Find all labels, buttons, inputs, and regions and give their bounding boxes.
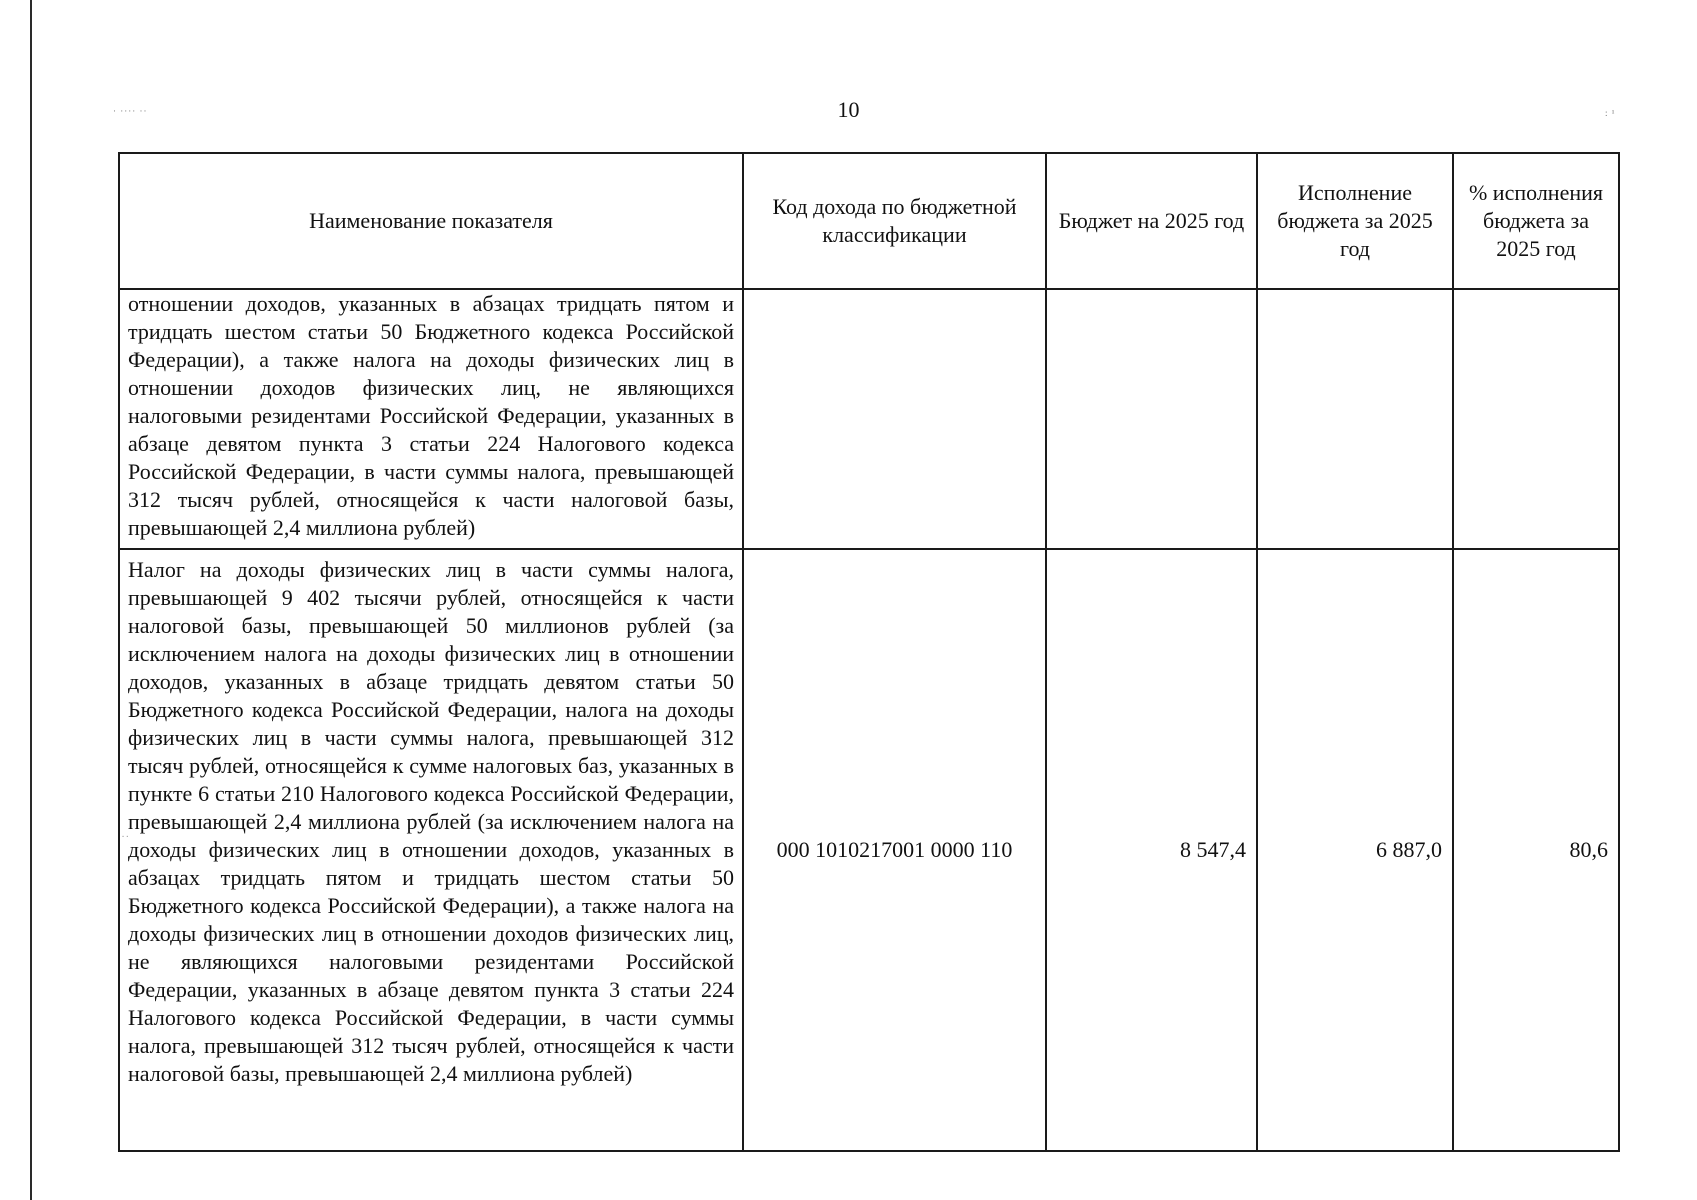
row-code-cell (743, 289, 1046, 549)
header-percent (1453, 153, 1619, 289)
page-number: 10 (837, 97, 860, 122)
scan-artifact-right: : ¹ (1605, 108, 1616, 118)
header-budget-label: Бюджет на 2025 год (1058, 208, 1245, 233)
budget-table (118, 152, 1620, 1152)
header-percent-label: % исполнения бюджета за 2025 год (1468, 180, 1604, 261)
table-row (119, 289, 1619, 549)
header-execution (1257, 153, 1453, 289)
header-code (743, 153, 1046, 289)
row-execution-cell (1257, 289, 1453, 549)
header-execution-label: Исполнение бюджета за 2025 год (1277, 180, 1433, 261)
table-row (119, 549, 1619, 1151)
row-budget-cell: 8 547,4 (1046, 549, 1257, 1151)
header-name (119, 153, 743, 289)
header-budget (1046, 153, 1257, 289)
scan-edge-line (30, 0, 32, 1200)
scan-artifact-mid: ··· (117, 832, 130, 843)
row-percent-cell: 80,6 (1453, 549, 1619, 1151)
row-budget-cell (1046, 289, 1257, 549)
row-name-cell (119, 289, 743, 549)
scan-artifact-left: · ···· ·· (113, 106, 148, 116)
row-name-cell (119, 549, 743, 1151)
header-name-label: Наименование показателя (309, 208, 553, 233)
header-code-label: Код дохода по бюджетной классификации (772, 194, 1017, 247)
table-header-row (119, 153, 1619, 289)
row-execution-cell: 6 887,0 (1257, 549, 1453, 1151)
row-percent-cell (1453, 289, 1619, 549)
row-name-text: Налог на доходы физических лиц в части суммы налога, превышающей 9 402 тысячи рублей, относящейся к части налоговой базы, превышающей 50 миллионов рублей (за исключением налога на доходы физических лиц в отношении доходов, указанных в абзаце тридцать девятом статьи 50 Бюджетного кодекса Российской Федерации, налога на доходы физических лиц в части суммы налога, превышающей 312 тысяч рублей, относящейся к сумме налоговых баз, указанных в пункте 6 статьи 210 Налогового кодекса Российской Федерации, превышающей 2,4 миллиона рублей (за исключением налога на доходы физических лиц в отношении доходов, указанных в абзацах тридцать пятом и тридцать шестом статьи 50 Бюджетного кодекса Российской Федерации), а также налога на доходы физических лиц в отношении доходов физических лиц, не являющихся налоговыми резидентами Российской Федерации, указанных в абзаце девятом пункта 3 статьи 224 Налогового кодекса Российской Федерации, в части суммы налога, превышающей 312 тысяч рублей, относящейся к части налоговой базы, превышающей 2,4 миллиона рублей) (128, 557, 734, 1086)
row-code-cell: 000 1010217001 0000 110 (743, 549, 1046, 1151)
row-name-text: отношении доходов, указанных в абзацах тридцать пятом и тридцать шестом статьи 50 Бюджетного кодекса Российской Федерации), а также налога на доходы физических лиц в отношении доходов физических лиц, не являющихся налоговыми резидентами Российской Федерации, указанных в абзаце девятом пункта 3 статьи 224 Налогового кодекса Российской Федерации, в части суммы налога, превышающей 312 тысяч рублей, относящейся к части налоговой базы, превышающей 2,4 миллиона рублей) (128, 291, 734, 540)
